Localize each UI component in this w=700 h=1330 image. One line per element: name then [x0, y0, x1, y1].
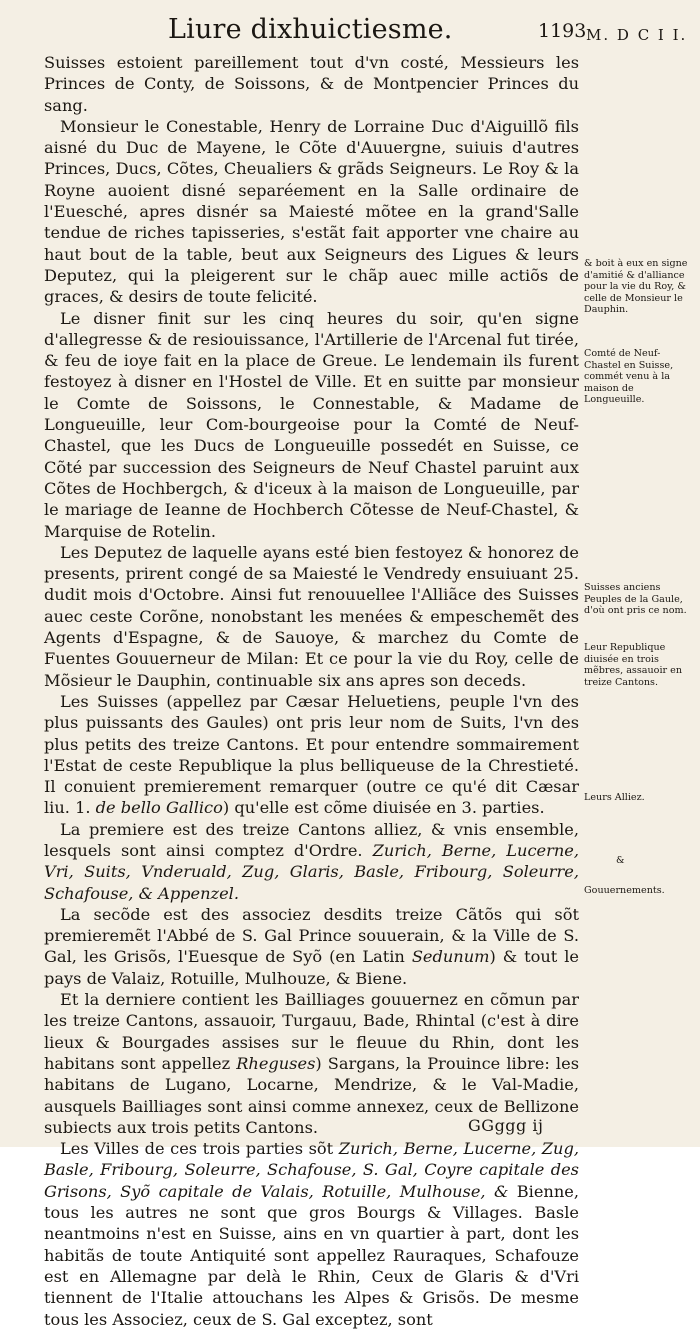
margin-note: & boit à eux en signe d'amitié & d'alliance pour la vie du Roy, & celle de Monsieur le Dauphin.	[584, 258, 688, 315]
running-title: Liure dixhuictiesme.	[168, 14, 453, 45]
text-run: ) qu'elle est cõme diuisée en 3. parties.	[222, 798, 545, 818]
text-run: Les Suisses (appellez par Cæsar Heluetiens, peuple l'vn des plus puissants des Gaules) ont pris leur nom de Suits, l'vn des plus petits des treize Cantons. Et pour entendre sommairement l'Estat de ceste Republique la plus belliqueuse de la Chrestieté. Il conuient premierement remarquer (outre ce qu'é dit Cæsar liu. 1.	[44, 691, 579, 818]
margin-note: Suisses anciens Peuples de la Gaule, d'où ont pris ce nom.	[584, 582, 687, 616]
page-header	[0, 14, 700, 54]
italic-text: Zurich, Berne, Lucerne, Vri, Suits, Vnderuald, Zug, Glaris, Basle, Fribourg, Soleurre, Schafouse, & Appenzel.	[44, 840, 580, 903]
paragraph	[44, 691, 579, 819]
paragraph	[44, 904, 579, 989]
text-run: Les Villes de ces trois parties sõt	[60, 1139, 339, 1159]
margin-note: Leurs Alliez.	[584, 792, 645, 803]
text-run: Monsieur le Conestable, Henry de Lorraine Duc d'Aiguillõ fils aisné du Duc de Mayene, le Cõte d'Auuergne, suiuis d'autres Princes, Ducs, Cõtes, Cheualiers & grãds Seigneurs. Le Roy & la Royne auoient disné separéement en la Salle ordinaire de l'Euesché, apres disnér sa Maiesté mõtee en la grand'Salle tendue de riches tapisseries, s'estãt fait apporter vne chaire au haut bout de la table, beut aux Seigneurs des Ligues & leurs Deputez, qui la pleigerent sur le chãp auec mille actiõs de graces, & desirs de toute felicité.	[44, 116, 579, 307]
text-run: Les Deputez de laquelle ayans esté bien festoyez & honorez de presents, prirent congé de sa Maiesté le Vendredy ensuiuant 25. dudit mois d'Octobre. Ainsi fut renouuellee l'Alliãce des Suisses auec ceste Corõne, nonobstant les menées & empeschemẽt des Agents d'Espagne, & de Sauoye, & marchez du Comte de Fuentes Gouuerneur de Milan: Et ce pour la vie du Roy, celle de Mõsieur le Dauphin, continuable six ans apres son deceds.	[44, 542, 579, 690]
main-text-column	[44, 52, 579, 1330]
text-run: Suisses estoient pareillement tout d'vn costé, Messieurs les Princes de Conty, de Soissons, & de Montpencier Princes du sang.	[44, 53, 579, 115]
italic-text: Zurich, Berne, Lucerne, Zug, Basle, Fribourg, Soleurre, Schafouse, S. Gal, Coyre capitale des Grisons, Syõ capitale de Valais, Rotuille, Mulhouse, &	[44, 1139, 579, 1201]
text-run: Bienne, tous les autres ne sont que gros Bourgs & Villages. Basle neantmoins n'est en Suisse, ains en vn quartier à part, dont les habitãs de toute Antiquité sont appellez Rauraques, Schafouze est en Allemagne par delà le Rhin, Ceux de Glaris & d'Vri tiennent de l'Italie attouchans les Alpes & Grisõs. De mesme tous les Associez, ceux de S. Gal exceptez, sont	[44, 1181, 579, 1329]
italic-text: Sedunum	[411, 947, 490, 967]
text-run: ) Sargans, la Prouince libre: les habitans de Lugano, Locarne, Mendrize, & le Val-Madie, ausquels Bailliages sont ainsi comme annexez, ceux de Bellizone subiects aux trois petits Cantons.	[44, 1053, 579, 1137]
signature-mark: GGggg ij	[468, 1116, 544, 1135]
text-run: La premiere est des treize Cantons alliez, & vnis ensemble, lesquels sont ainsi comptez d'Ordre.	[44, 819, 579, 860]
paragraph	[44, 542, 579, 691]
text-run: Le disner finit sur les cinq heures du soir, qu'en signe d'allegresse & de resiouissance, l'Artillerie de l'Arcenal fut tirée, & feu de ioye fait en la place de Greue. Le lendemain ils furent festoyez à disner en l'Hostel de Ville. Et en suitte par monsieur le Comte de Soissons, le Connestable, & Madame de Longueuille, leur Com-bourgeoise pour la Comté de Neuf-Chastel, que les Ducs de Longueuille possedét en Suisse, ce Cõté par succession des Seigneurs de Neuf Chastel paruint aux Cõtes de Hochbergch, & d'iceux à la maison de Longueuille, par le mariage de Ieanne de Hochberch Cõtesse de Neuf-Chastel, & Marquise de Rotelin.	[44, 308, 579, 541]
folio-number: 1193	[538, 20, 587, 42]
paragraph	[44, 116, 579, 308]
paragraph	[44, 308, 579, 542]
text-run: ) & tout le pays de Valaiz, Rotuille, Mulhouze, & Biene.	[44, 947, 579, 988]
paragraph	[44, 1138, 579, 1330]
italic-text: Rheguses	[236, 1053, 316, 1073]
margin-note: Gouuernements.	[584, 885, 665, 896]
margin-note: Leur Republique diuisée en trois mẽbres, assauoir en treize Cantons.	[584, 642, 683, 688]
text-run: Et la derniere contient les Bailliages gouuernez en cõmun par les treize Cantons, assauoir, Turgauu, Bade, Rhintal (c'est à dire lieux & Bourgades assises sur le fleuue du Rhin, dont les habitans sont appellez	[44, 990, 579, 1073]
margin-note: Comté de Neuf-Chastel en Suisse, commét venu à la maison de Longueuille.	[584, 348, 674, 405]
text-run: La secõde est des associez desdits treize Cãtõs qui sõt premieremẽt l'Abbé de S. Gal Prince souuerain, & la Ville de S. Gal, les Grisõs, l'Euesque de Syõ (en Latin	[44, 904, 579, 967]
margin-note: &	[616, 855, 625, 866]
year-marker: M. D C I I.	[586, 26, 688, 44]
italic-text: de bello Gallico	[95, 798, 223, 818]
paragraph	[44, 819, 579, 904]
paragraph	[44, 52, 579, 116]
